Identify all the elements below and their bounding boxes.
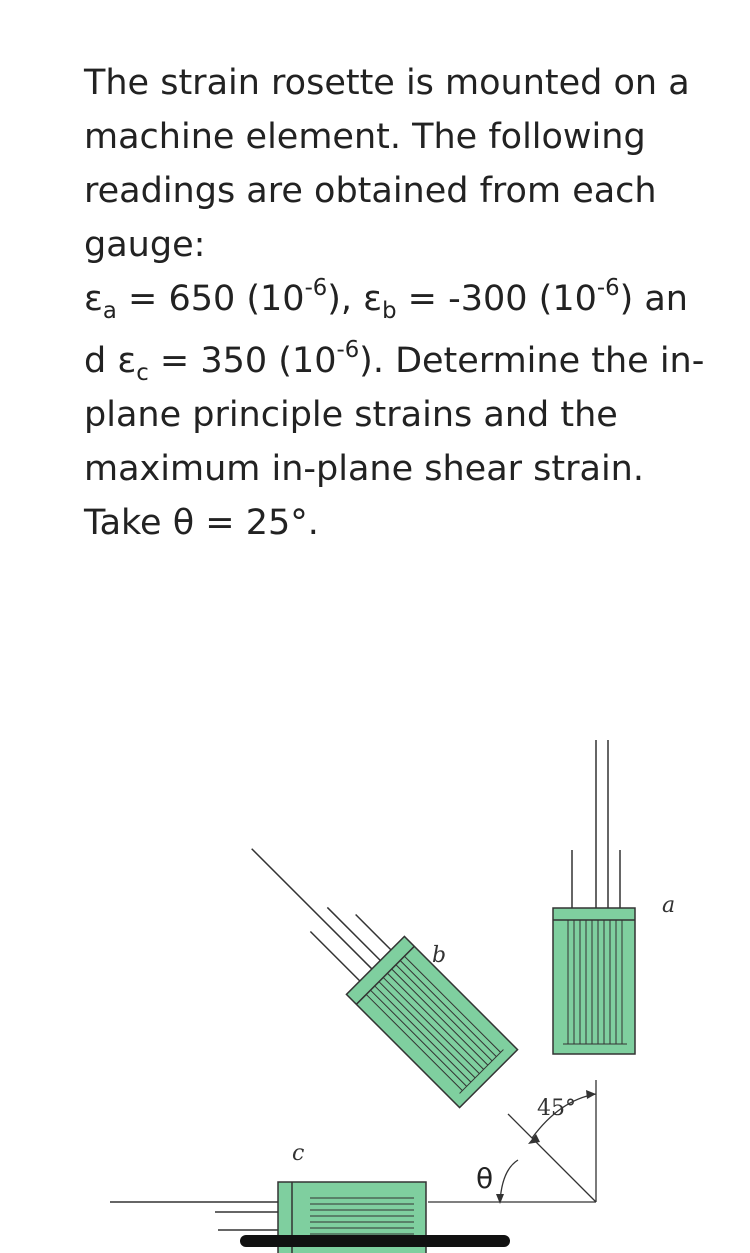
gauge-b (226, 816, 517, 1107)
problem-statement (84, 56, 704, 550)
angle-45-label: 45° (537, 1096, 576, 1121)
paren-close: ), (327, 279, 364, 319)
exponent: -6 (336, 337, 360, 364)
strain-a-value: = 650 (10 (116, 279, 305, 319)
problem-tail: plane principle strains and the maximum in-plane shear strain. Take θ = 25°. (84, 395, 644, 543)
paren-close: ) an (619, 279, 688, 319)
subscript-c: c (136, 359, 149, 386)
problem-intro: The strain rosette is mounted on a machine element. The following readings are obtained from each gauge: (84, 63, 690, 265)
strain-readings-line-1 (84, 272, 704, 326)
home-indicator-bar[interactable] (240, 1235, 510, 1247)
strain-b-value: = -300 (10 (396, 279, 597, 319)
gauge-a (553, 740, 635, 1054)
gauge-c-label: c (292, 1141, 305, 1166)
strain-rosette-figure (0, 720, 750, 1253)
strain-readings-line-2 (84, 334, 704, 388)
paren-close: ). Determine the in- (359, 341, 705, 381)
subscript-b: b (382, 297, 397, 324)
subscript-a: a (102, 297, 117, 324)
theta-label: θ (476, 1162, 494, 1195)
epsilon-symbol: ε (84, 279, 103, 319)
wrapped-word-fragment: d (84, 341, 118, 381)
epsilon-symbol: ε (117, 341, 137, 381)
rosette-diagram (0, 720, 750, 1253)
exponent: -6 (304, 275, 328, 302)
gauge-a-label: a (662, 893, 676, 918)
epsilon-symbol: ε (363, 279, 383, 319)
gauge-b-label: b (432, 943, 447, 968)
exponent: -6 (596, 275, 620, 302)
strain-c-value: = 350 (10 (148, 341, 337, 381)
